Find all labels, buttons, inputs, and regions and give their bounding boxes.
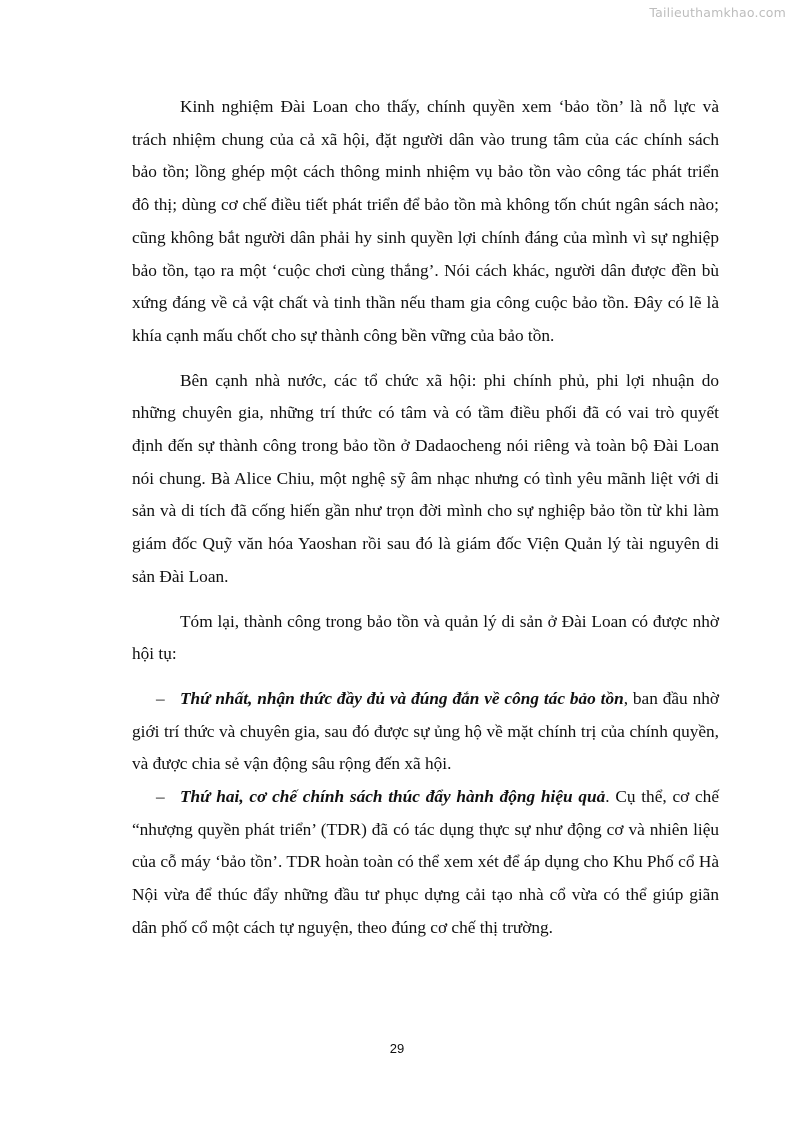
paragraph-taiwan-experience: Kinh nghiệm Đài Loan cho thấy, chính quyền xem ‘bảo tồn’ là nỗ lực và trách nhiệm chung của cả xã hội, đặt người dân vào trung tâm của các chính sách bảo tồn; lồng ghép một cách thông minh nhiệm vụ bảo tồn vào công tác phát triển đô thị; dùng cơ chế điều tiết phát triển để bảo tồn mà không tốn chút ngân sách nào; cũng không bắt người dân phải hy sinh quyền lợi chính đáng của mình vì sự nghiệp bảo tồn, tạo ra một ‘cuộc chơi cùng thắng’. Nói cách khác, người dân được đền bù xứng đáng về cả vật chất và tinh thần nếu tham gia công cuộc bảo tồn. Đây có lẽ là khía cạnh mấu chốt cho sự thành công bền vững của bảo tồn. [132, 97, 719, 345]
paragraph-social-organizations: Bên cạnh nhà nước, các tổ chức xã hội: phi chính phủ, phi lợi nhuận do những chuyên gia, những trí thức có tâm và có tầm điều phối đã có vai trò quyết định đến sự thành công trong bảo tồn ở Dadaocheng nói riêng và toàn bộ Đài Loan nói chung. Bà Alice Chiu, một nghệ sỹ âm nhạc nhưng có tình yêu mãnh liệt với di sản và di tích đã cống hiến gần như trọn đời mình cho sự nghiệp bảo tồn từ khi làm giám đốc Quỹ văn hóa Yaoshan rồi sau đó là giám đốc Viện Quản lý tài nguyên di sản Đài Loan. [132, 370, 719, 586]
bullet-body-text: , ban đầu nhờ giới trí thức và chuyên gia, sau đó được sự ủng hộ về mặt chính trị của chính quyền, và được chia sẻ vận động sâu rộng đến xã hội. [132, 688, 719, 774]
paragraph-summary: Tóm lại, thành công trong bảo tồn và quản lý di sản ở Đài Loan có được nhờ hội tụ: [132, 611, 719, 664]
bullet-item-second [132, 781, 719, 945]
bullet-item-first [132, 683, 719, 781]
bullet-body-text: . Cụ thể, cơ chế “nhượng quyền phát triển’ (TDR) đã có tác dụng thực sự như động cơ và nhiên liệu của cỗ máy ‘bảo tồn’. TDR hoàn toàn có thể xem xét để áp dụng cho Khu Phố cổ Hà Nội vừa để thúc đẩy những đầu tư phục dựng cải tạo nhà cổ vừa có thể giúp giãn dân phố cổ một cách tự nguyện, theo đúng cơ chế thị trường. [132, 787, 719, 937]
dash-marker: – [156, 787, 165, 807]
dash-marker: – [156, 688, 165, 708]
page-number: 29 [389, 1041, 405, 1056]
bullet-lead-text: Thứ hai, cơ chế chính sách thúc đẩy hành động hiệu quả [180, 787, 606, 807]
bullet-lead-text: Thứ nhất, nhận thức đầy đủ và đúng đắn về công tác bảo tồn [180, 688, 624, 708]
document-body [132, 91, 719, 945]
watermark-text: Tailieuthamkhao.com [649, 5, 786, 20]
